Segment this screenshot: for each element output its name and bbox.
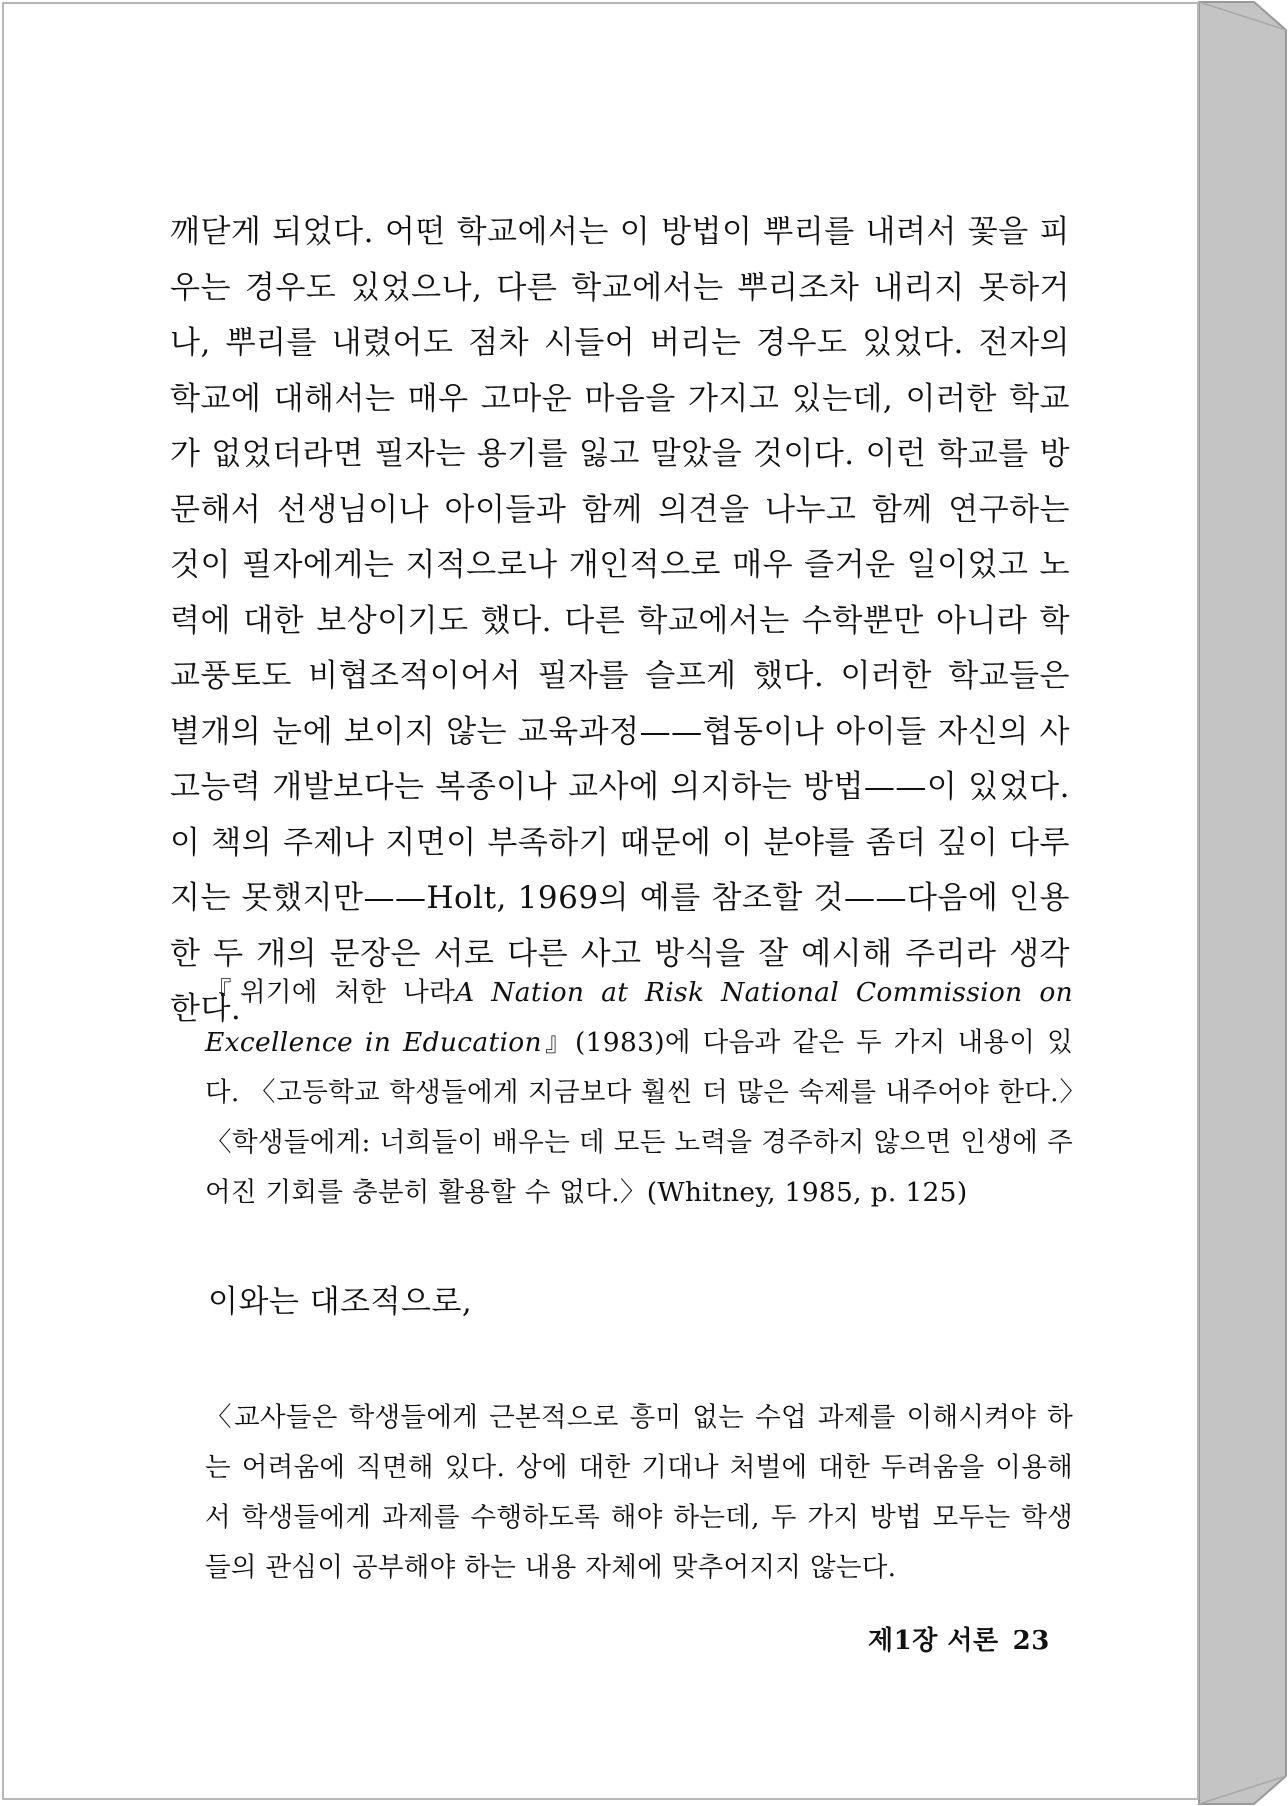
block-quote-teachers: 〈교사들은 학생들에게 근본적으로 흥미 없는 수업 과제를 이해시켜야 하는 어려움에 직면해 있다. 상에 대한 기대나 처벌에 대한 두려움을 이용해서 학생들에게 과제를 수행하도록 해야 하는데, 두 가지 방법 모두는 학생들의 관심이 공부해야 하는 내용 자체에 맞추어지지 않는다. (205, 1402, 1073, 1583)
body-paragraph: 깨닫게 되었다. 어떤 학교에서는 이 방법이 뿌리를 내려서 꽃을 피우는 경우도 있었으나, 다른 학교에서는 뿌리조차 내리지 못하거나, 뿌리를 내렸어도 점차 시들어 버리는 경우도 있었다. 전자의 학교에 대해서는 매우 고마운 마음을 가지고 있는데, 이러한 학교가 없었더라면 필자는 용기를 잃고 말았을 것이다. 이런 학교를 방문해서 선생님이나 아이들과 함께 의견을 나누고 함께 연구하는 것이 필자에게는 지적으로나 개인적으로 매우 즐거운 일이었고 노력에 대한 보상이기도 했다. 다른 학교에서는 수학뿐만 아니라 학교풍토도 비협조적이어서 필자를 슬프게 했다. 이러한 학교들은 별개의 눈에 보이지 않는 교육과정——협동이나 아이들 자신의 사고능력 개발보다는 복종이나 교사에 의지하는 방법——이 있었다. 이 책의 주제나 지면이 부족하기 때문에 이 분야를 좀더 깊이 다루지는 못했지만——Holt, 1969의 예를 참조할 것——다음에 인용한 두 개의 문장은 서로 다른 사고 방식을 잘 예시해 주리라 생각한다. (170, 214, 1070, 1027)
page-footer (868, 1621, 1050, 1661)
book-edge-shape (1199, 2, 1286, 1804)
quote-open-text: 『위기에 처한 나라 (205, 977, 455, 1008)
page-number: 23 (1012, 1626, 1050, 1656)
chapter-title: 제1장 서론 (868, 1626, 999, 1656)
transition-line: 이와는 대조적으로, (208, 1284, 473, 1320)
quote-rest-text: 』(1983)에 다음과 같은 두 가지 내용이 있다. 〈고등학교 학생들에게 지금보다 훨씬 더 많은 숙제를 내주어야 한다.〉〈학생들에게: 너희들이 배우는 데 모든 노력을 경주하지 않으면 인생에 주어진 기회를 충분히 활용할 수 없다.〉(Whitney, 1985, p. 125) (205, 1027, 1073, 1208)
block-quote-nation-at-risk (205, 968, 1073, 1218)
main-text-block (170, 205, 1070, 1038)
quote-english-title: A Nation at Risk National Commission on Excellence in Education (205, 977, 1073, 1058)
